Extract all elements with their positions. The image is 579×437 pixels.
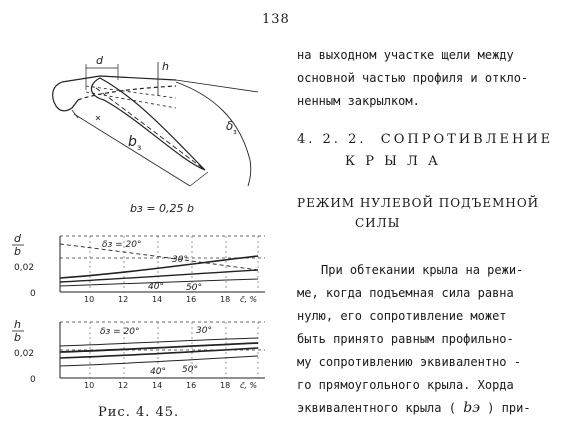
figure-caption: Рис. 4. 45. <box>98 405 180 420</box>
delta-label: δ <box>226 119 234 133</box>
series-label: 50° <box>186 283 202 293</box>
chord-symbol: bэ <box>463 400 480 416</box>
subsection-heading-line2: СИЛЫ <box>355 216 401 230</box>
paragraph-line <box>297 397 565 420</box>
series-label: δз = 20° <box>100 327 140 337</box>
text-line: на выходном участке щели между <box>297 48 514 62</box>
text-fragment: эквивалентного крыла ( <box>297 401 456 415</box>
y-tick: 0,02 <box>14 349 35 359</box>
paragraph-line: При обтекании крыла на режи- <box>321 263 524 277</box>
y-tick: 0,02 <box>14 263 35 273</box>
chart-d-over-b <box>12 232 265 304</box>
x-tick: 18 <box>220 381 231 390</box>
flap-chord-formula: bз = 0,25 b <box>130 202 195 215</box>
x-axis-label: c̄, % <box>240 295 258 304</box>
text-line: ненным закрылком. <box>297 94 420 108</box>
text-column <box>297 44 565 420</box>
series-label: 30° <box>196 326 212 336</box>
paragraph-line: го прямоугольного крыла. Хорда <box>297 378 514 392</box>
paragraph-line: нулю, его сопротивление может <box>297 309 507 323</box>
section-title-line2: К Р Ы Л А <box>345 154 441 169</box>
x-tick: 12 <box>118 381 129 390</box>
section-number: 4. 2. 2. <box>297 132 367 147</box>
y-label-num: d <box>14 232 21 245</box>
section-title: СОПРОТИВЛЕНИЕ <box>380 132 554 147</box>
x-tick: 12 <box>118 295 129 304</box>
y-label-num: h <box>14 318 21 331</box>
y-tick: 0 <box>30 289 36 299</box>
page-number: 138 <box>262 12 290 27</box>
x-tick: 14 <box>152 295 163 304</box>
subsection-heading: РЕЖИМ НУЛЕВОЙ ПОДЪЕМНОЙ <box>297 196 540 210</box>
x-tick: 10 <box>84 295 95 304</box>
series-label: 40° <box>150 367 166 377</box>
x-tick: 18 <box>220 295 231 304</box>
x-tick: 14 <box>152 381 163 390</box>
dim-d-label: d <box>96 54 103 67</box>
series-label: 30° <box>172 255 188 265</box>
dim-b-label: b <box>128 134 137 150</box>
dim-b-sub: з <box>137 143 142 152</box>
paragraph-line: ме, когда подъемная сила равна <box>297 286 514 300</box>
dim-h-label: h <box>162 60 169 73</box>
x-tick: 16 <box>186 295 197 304</box>
delta-sub: з <box>233 128 237 136</box>
series-label: δз = 20° <box>102 240 142 250</box>
section-heading <box>297 129 565 151</box>
chart-h-over-b <box>12 318 265 390</box>
series-label: 50° <box>182 365 198 375</box>
y-label-den: b <box>14 245 21 258</box>
text-line: основной частью профиля и откло- <box>297 71 529 85</box>
paragraph-line: быть принято равным профильно- <box>297 332 514 346</box>
text-fragment: ) при- <box>487 401 531 415</box>
x-axis-label: c̄, % <box>240 381 258 390</box>
paragraph-line: му сопротивлению эквивалентно - <box>297 355 521 369</box>
x-tick: 16 <box>186 381 197 390</box>
series-label: 40° <box>148 282 164 292</box>
x-tick: 10 <box>84 381 95 390</box>
y-tick: 0 <box>30 375 36 385</box>
y-label-den: b <box>14 331 21 344</box>
